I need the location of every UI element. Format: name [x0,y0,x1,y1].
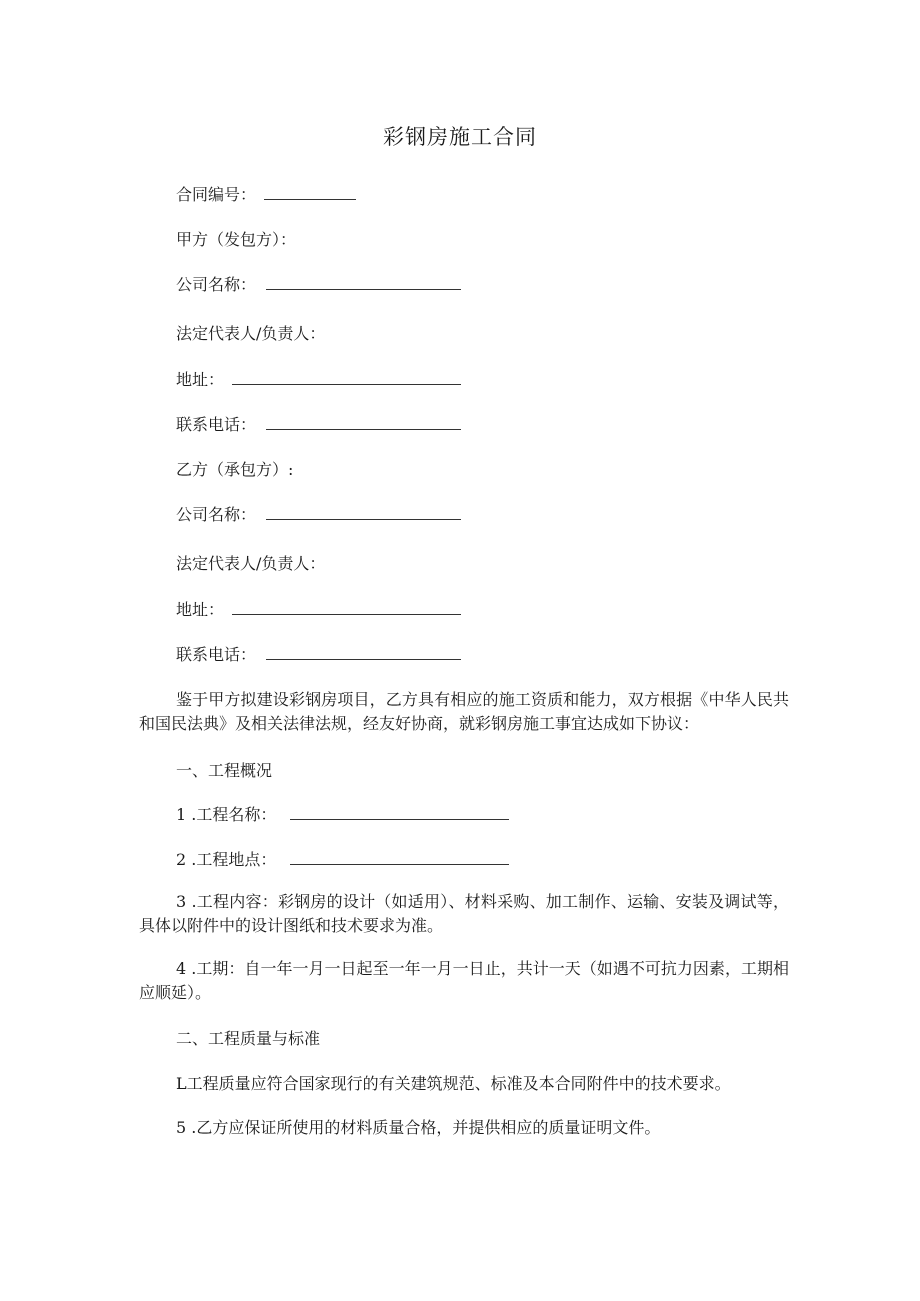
party-b-representative-label: 法定代表人/负责人： [176,554,326,573]
party-b-address-line [176,598,461,622]
material-quality-item: 5 .乙方应保证所使用的材料质量合格，并提供相应的质量证明文件。 [176,1118,661,1137]
party-b-company-blank[interactable] [266,505,461,520]
party-a-heading: 甲方（发包方）： [176,230,297,249]
project-name-label: 1 .工程名称： [176,805,277,824]
preamble-paragraph: 鉴于甲方拟建设彩钢房项目，乙方具有相应的施工资质和能力，双方根据《中华人民共和国民法典》及相关法律法规，经友好协商，就彩钢房施工事宜达成如下协议： [139,690,789,733]
party-b-phone-label: 联系电话： [176,645,257,664]
project-location-line [176,848,509,872]
party-a-address-label: 地址： [176,370,225,389]
section-2-heading: 二、工程质量与标准 [176,1029,321,1048]
party-a-address-line [176,368,461,392]
contract-number-label: 合同编号： [176,185,257,204]
project-name-blank[interactable] [290,805,509,820]
quality-standard-item: L工程质量应符合国家现行的有关建筑规范、标准及本合同附件中的技术要求。 [176,1074,731,1093]
party-a-company-blank[interactable] [266,275,461,290]
project-location-label: 2 .工程地点： [176,850,277,869]
contract-number-blank[interactable] [264,185,356,200]
party-a-company-line [176,273,461,297]
party-b-company-label: 公司名称： [176,505,257,524]
party-b-address-label: 地址： [176,600,225,619]
party-a-phone-line [176,413,461,437]
party-b-address-blank[interactable] [232,600,461,615]
party-b-heading: 乙方（承包方）: [176,460,294,479]
party-a-phone-blank[interactable] [266,415,461,430]
party-a-phone-label: 联系电话： [176,415,257,434]
party-a-address-blank[interactable] [232,370,461,385]
project-content-paragraph: 3 .工程内容：彩钢房的设计（如适用）、材料采购、加工制作、运输、安装及调试等，具体以附件中的设计图纸和技术要求为准。 [139,892,789,935]
project-location-blank[interactable] [290,850,509,865]
party-b-phone-blank[interactable] [266,645,461,660]
section-1-heading: 一、工程概况 [176,761,273,780]
document-title: 彩钢房施工合同 [383,125,537,149]
contract-number-line [176,183,356,207]
party-b-phone-line [176,643,461,667]
party-a-company-label: 公司名称： [176,275,257,294]
party-a-representative-label: 法定代表人/负责人： [176,324,326,343]
project-duration-paragraph: 4 .工期：自一年一月一日起至一年一月一日止，共计一天（如遇不可抗力因素，工期相应顺延）。 [139,959,789,1002]
party-b-company-line [176,503,461,527]
project-name-line [176,803,509,827]
